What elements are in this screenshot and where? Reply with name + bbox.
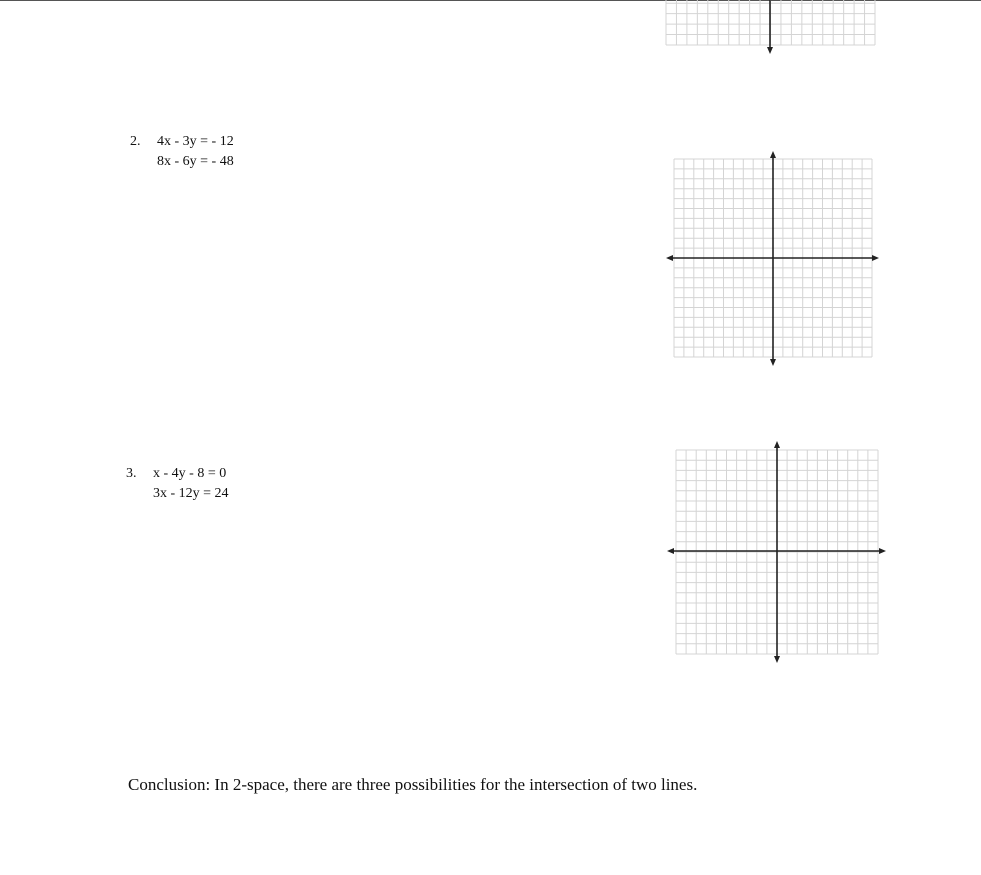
problem-number: 3. <box>126 466 137 481</box>
coordinate-grid-partial <box>666 0 876 54</box>
equation-1: x - 4y - 8 = 0 <box>153 466 227 481</box>
y-axis-arrow-top <box>774 441 780 448</box>
y-axis-arrow-top <box>770 151 776 158</box>
conclusion-text: Conclusion: In 2-space, there are three possibilities for the intersection of two lines. <box>128 775 698 794</box>
coordinate-grid <box>666 150 880 368</box>
y-axis-arrow-bottom <box>767 47 773 54</box>
x-axis-arrow-left <box>666 255 673 261</box>
problem-number: 2. <box>130 134 141 149</box>
coordinate-grid <box>667 441 887 665</box>
y-axis-arrow-bottom <box>774 656 780 663</box>
equation-2: 8x - 6y = - 48 <box>157 154 234 169</box>
y-axis-arrow-bottom <box>770 359 776 366</box>
problem-2 <box>130 134 330 174</box>
equation-1: 4x - 3y = - 12 <box>157 134 234 149</box>
equation-2: 3x - 12y = 24 <box>153 486 229 501</box>
x-axis-arrow-right <box>872 255 879 261</box>
x-axis-arrow-right <box>879 548 886 554</box>
x-axis-arrow-left <box>667 548 674 554</box>
problem-3 <box>126 466 326 506</box>
